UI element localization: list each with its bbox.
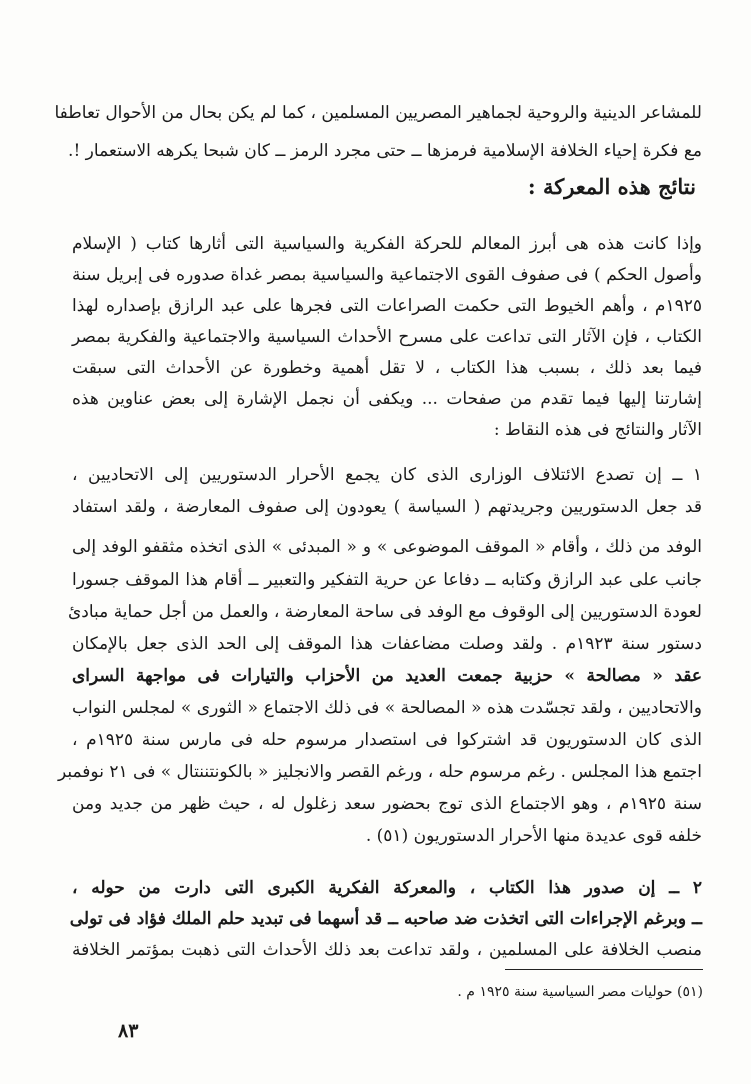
point2-line: ٢ ــ إن صدور هذا الكتاب ، والمعركة الفكرية الكبرى التى دارت من حوله ، bbox=[72, 878, 702, 898]
footnote-divider bbox=[505, 969, 703, 970]
section-heading: نتائج هذه المعركة : bbox=[527, 174, 696, 199]
paragraph-line: إشارتنا إليها فيما تقدم من صفحات ... ويكفى أن نجمل الإشارة إلى بعض عناوين هذه bbox=[72, 389, 702, 409]
intro-line: مع فكرة إحياء الخلافة الإسلامية فرمزها ــ حتى مجرد الرمز ــ كان شبحا يكرهه الاستعمار !. bbox=[68, 141, 702, 161]
footnote: (٥١) حوليات مصر السياسية سنة ١٩٢٥ م . bbox=[457, 984, 703, 1000]
paragraph-line: الآثار والنتائج فى هذه النقاط : bbox=[493, 420, 702, 440]
point1-line: الوفد من ذلك ، وأقام « الموقف الموضوعى » و « المبدئى » الذى اتخذه مثقفو الوفد إلى bbox=[72, 537, 702, 557]
intro-line: للمشاعر الدينية والروحية لجماهير المصريين المسلمين ، كما لم يكن بحال من الأحوال تعاطفا bbox=[54, 103, 702, 123]
point2-line: منصب الخلافة على المسلمين ، ولقد تداعت بعد ذلك الأحداث التى ذهبت بمؤتمر الخلافة bbox=[72, 940, 702, 960]
point1-line: والاتحاديين ، ولقد تجسّدت هذه « المصالحة » فى ذلك الاجتماع « الثورى » لمجلس النواب bbox=[72, 698, 702, 718]
point1-line: خلفه قوى عديدة منها الأحرار الدستوريون (٥١) . bbox=[365, 826, 702, 846]
point1-line: قد جعل الدستوريين وجريدتهم ( السياسة ) يعودون إلى صفوف المعارضة ، ولقد استفاد bbox=[72, 497, 702, 517]
paragraph-line: الكتاب ، فإن الآثار التى تداعت على مسرح الأحداث السياسية والاجتماعية والفكرية بمصر bbox=[72, 327, 702, 347]
point1-line: جانب على عبد الرازق وكتابه ــ دفاعا عن حرية التفكير والتعبير ــ أقام هذا الموقف جسورا bbox=[72, 570, 702, 590]
point1-line: اجتمع هذا المجلس . رغم مرسوم حله ، ورغم القصر والانجليز « بالكونتننتال » فى ٢١ نوفمبر bbox=[57, 762, 702, 782]
paragraph-line: ١٩٢٥م ، وأهم الخيوط التى حكمت الصراعات التى فجرها على عبد الرازق بإصداره لهذا bbox=[72, 296, 702, 316]
point1-line: سنة ١٩٢٥م ، وهو الاجتماع الذى توج بحضور سعد زغلول له ، حيث ظهر من جديد ومن bbox=[72, 794, 702, 814]
page-number: ٨٣ bbox=[118, 1020, 139, 1042]
point2-line: ــ وبرغم الإجراءات التى اتخذت ضد صاحبه ــ قد أسهما فى تبديد حلم الملك فؤاد فى تولى bbox=[69, 909, 702, 929]
paragraph-line: وأصول الحكم ) فى صفوف القوى الاجتماعية والسياسية بمصر غداة صدوره فى إبريل سنة bbox=[72, 265, 702, 285]
point1-line: ١ ــ إن تصدع الائتلاف الوزارى الذى كان يجمع الأحرار الدستوريين إلى الاتحاديين ، bbox=[72, 465, 702, 485]
point1-line: دستور سنة ١٩٢٣م . ولقد وصلت مضاعفات هذا الموقف إلى الحد الذى جعل بالإمكان bbox=[72, 634, 702, 654]
point1-line: عقد « مصالحة » حزبية جمعت العديد من الأحزاب والتيارات فى مواجهة السراى bbox=[72, 666, 702, 686]
point1-line: لعودة الدستوريين إلى الوقوف مع الوفد فى ساحة المعارضة ، والعمل من أجل حماية مبادئ bbox=[68, 602, 702, 622]
point1-line: الذى كان الدستوريون قد اشتركوا فى استصدار مرسوم حله فى مارس سنة ١٩٢٥م ، bbox=[72, 730, 702, 750]
paragraph-line: وإذا كانت هذه هى أبرز المعالم للحركة الفكرية والسياسية التى أثارها كتاب ( الإسلام bbox=[72, 234, 702, 254]
paragraph-line: فيما بعد ذلك ، بسبب هذا الكتاب ، لا تقل أهمية وخطورة عن الأحداث التى سبقت bbox=[72, 358, 702, 378]
